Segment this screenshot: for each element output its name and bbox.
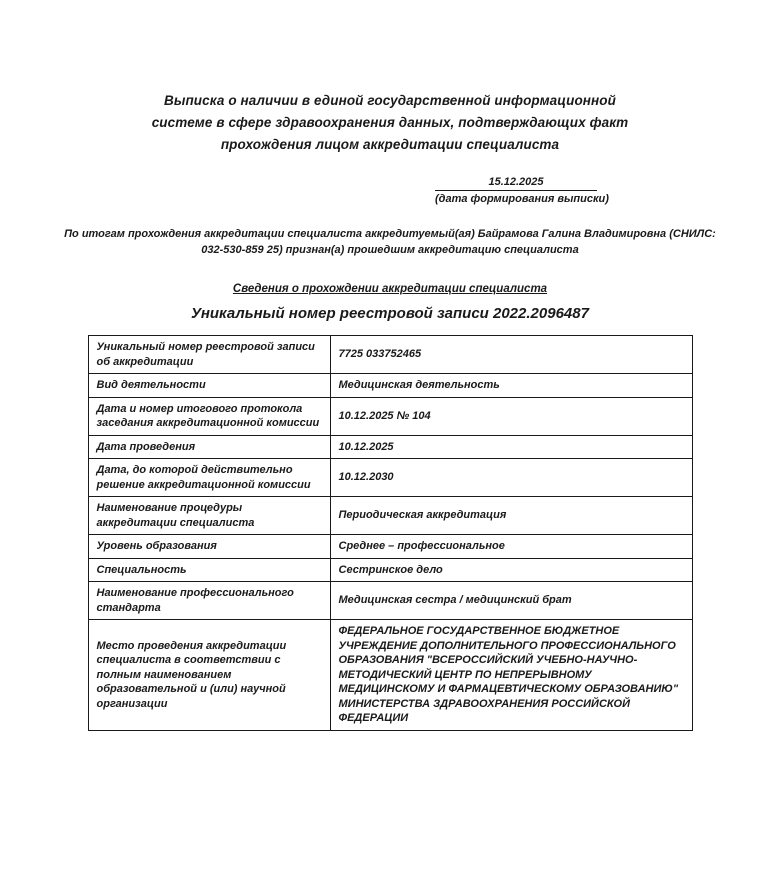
row-label: Дата проведения — [88, 435, 330, 459]
row-value: 10.12.2030 — [330, 459, 692, 497]
row-value: Медицинская сестра / медицинский брат — [330, 582, 692, 620]
table-row — [88, 620, 692, 731]
table-row — [88, 336, 692, 374]
row-label: Уровень образования — [88, 535, 330, 559]
table-row — [88, 397, 692, 435]
table-row — [88, 535, 692, 559]
table-row — [88, 374, 692, 398]
table-row — [88, 435, 692, 459]
row-value: Сестринское дело — [330, 558, 692, 582]
table-row — [88, 558, 692, 582]
row-value: Медицинская деятельность — [330, 374, 692, 398]
table-row — [88, 582, 692, 620]
row-label: Специальность — [88, 558, 330, 582]
table-row — [88, 459, 692, 497]
document-title-line: Выписка о наличии в единой государственной информационной — [163, 93, 616, 108]
extract-date-value: 15.12.2025 — [435, 176, 597, 191]
row-label: Наименование процедуры аккредитации специалиста — [88, 497, 330, 535]
document-title-line: системе в сфере здравоохранения данных, подтверждающих факт — [151, 115, 629, 130]
row-label: Вид деятельности — [88, 374, 330, 398]
row-value: 10.12.2025 — [330, 435, 692, 459]
document-title-line: прохождения лицом аккредитации специалиста — [220, 137, 560, 152]
registry-number-heading: Уникальный номер реестровой записи 2022.2096487 — [191, 305, 589, 322]
section-heading: Сведения о прохождении аккредитации специалиста — [232, 283, 548, 295]
row-label: Дата, до которой действительно решение аккредитационной комиссии — [88, 459, 330, 497]
intro-paragraph: По итогам прохождения аккредитации специалиста аккредитуемый(ая) Байрамова Галина Владимировна (СНИЛС: 032-530-859 25) признан(а) прошедшим аккредитацию специалиста — [64, 228, 716, 256]
row-value: Среднее – профессиональное — [330, 535, 692, 559]
extract-date-caption: (дата формирования выписки) — [435, 193, 609, 205]
table-row — [88, 497, 692, 535]
row-value: 7725 033752465 — [330, 336, 692, 374]
row-label: Уникальный номер реестровой записи об аккредитации — [88, 336, 330, 374]
extract-date-block — [435, 176, 609, 205]
row-value: ФЕДЕРАЛЬНОЕ ГОСУДАРСТВЕННОЕ БЮДЖЕТНОЕ УЧРЕЖДЕНИЕ ДОПОЛНИТЕЛЬНОГО ПРОФЕССИОНАЛЬНОГО ОБРАЗОВАНИЯ "ВСЕРОССИЙСКИЙ УЧЕБНО-НАУЧНО-МЕТОДИЧЕСКИЙ ЦЕНТР ПО НЕПРЕРЫВНОМУ МЕДИЦИНСКОМУ И ФАРМАЦЕВТИЧЕСКОМУ ОБРАЗОВАНИЮ" МИНИСТЕРСТВА ЗДРАВООХРАНЕНИЯ РОССИЙСКОЙ ФЕДЕРАЦИИ — [330, 620, 692, 731]
document-title — [0, 90, 780, 156]
row-label: Дата и номер итогового протокола заседания аккредитационной комиссии — [88, 397, 330, 435]
row-value: 10.12.2025 № 104 — [330, 397, 692, 435]
row-value: Периодическая аккредитация — [330, 497, 692, 535]
row-label: Наименование профессионального стандарта — [88, 582, 330, 620]
row-label: Место проведения аккредитации специалиста в соответствии с полным наименованием образовательной и (или) научной организации — [88, 620, 330, 731]
accreditation-details-table — [88, 335, 693, 731]
